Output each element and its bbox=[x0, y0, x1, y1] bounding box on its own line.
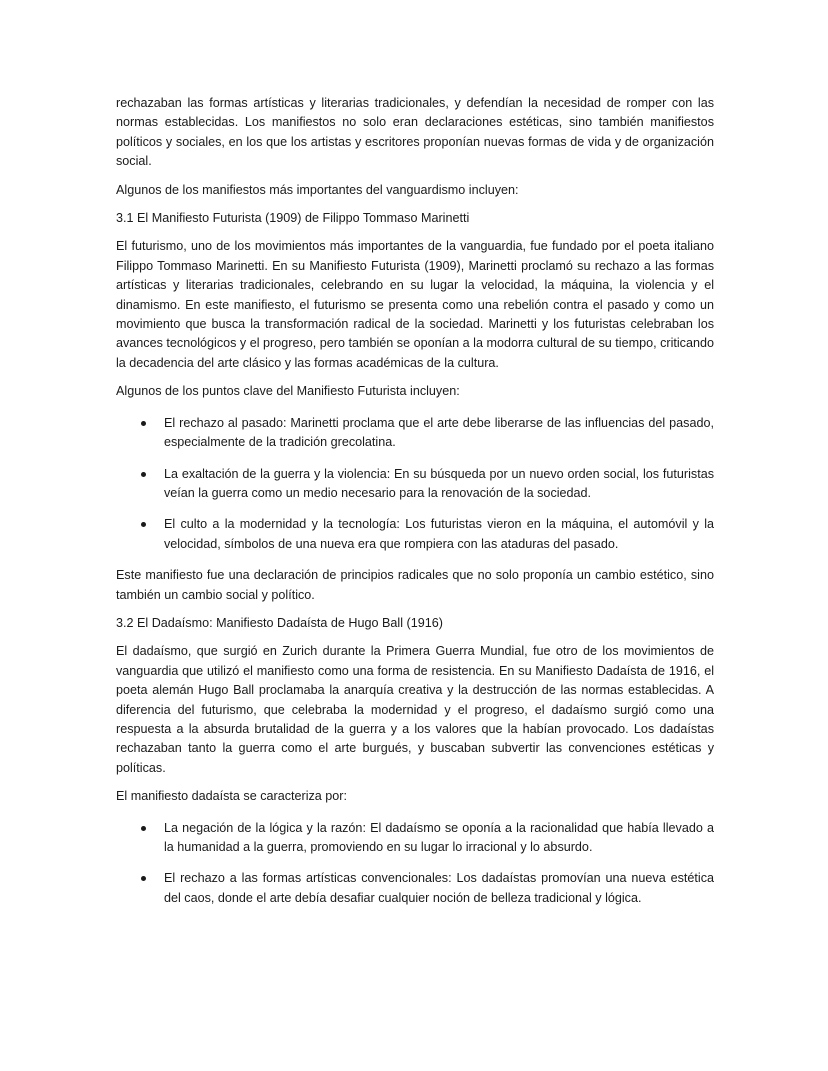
list-item-text: El rechazo a las formas artísticas convencionales: Los dadaístas promovían una nueva estética del caos, donde el arte debía desafiar cualquier noción de belleza tradicional y lógica. bbox=[164, 871, 714, 905]
list-item-text: El culto a la modernidad y la tecnología: Los futuristas vieron en la máquina, el automóvil y la velocidad, símbolos de una nueva era que rompiera con las ataduras del pasado. bbox=[164, 517, 714, 551]
bullet-icon bbox=[141, 522, 146, 527]
list-item-text: La exaltación de la guerra y la violencia: En su búsqueda por un nuevo orden social, los futuristas veían la guerra como un medio necesario para la renovación de la sociedad. bbox=[164, 466, 714, 500]
list-item bbox=[116, 819, 714, 858]
bullet-icon bbox=[141, 876, 146, 881]
list-item bbox=[116, 465, 714, 504]
bullet-icon bbox=[141, 826, 146, 831]
paragraph-dadaism: El dadaísmo, que surgió en Zurich durante la Primera Guerra Mundial, fue otro de los movimientos de vanguardia que utilizó el manifiesto como una forma de resistencia. En su Manifiesto Dadaísta de 1916, el poeta alemán Hugo Ball proclamaba la anarquía creativa y la destrucción de las normas establecidas. A diferencia del futurismo, que celebraba la modernidad y el progreso, el dadaísmo surgió como una respuesta a la absurda brutalidad de la guerra y a los valores que la habían provocado. Los dadaístas rechazaban tanto la guerra como el arte burgués, y buscaban subvertir las convenciones estéticas y políticas. bbox=[116, 644, 714, 775]
list-item bbox=[116, 515, 714, 554]
paragraph-futurism-conclusion: Este manifiesto fue una declaración de principios radicales que no solo proponía un cambio estético, sino también un cambio social y político. bbox=[116, 568, 714, 602]
paragraph-manifestos-lead: Algunos de los manifiestos más importantes del vanguardismo incluyen: bbox=[116, 182, 519, 197]
dadaism-bullet-list bbox=[116, 819, 714, 909]
list-item bbox=[116, 869, 714, 908]
paragraph-dadaism-points-lead: El manifiesto dadaísta se caracteriza por: bbox=[116, 789, 347, 804]
bullet-icon bbox=[141, 472, 146, 477]
paragraph-futurism-points-lead: Algunos de los puntos clave del Manifiesto Futurista incluyen: bbox=[116, 384, 460, 399]
paragraph-intro-continuation: rechazaban las formas artísticas y literarias tradicionales, y defendían la necesidad de romper con las normas establecidas. Los manifiestos no solo eran declaraciones estéticas, sino también manifiestos políticos y sociales, en los que los artistas y escritores proponían nuevas formas de vida y de organización social. bbox=[116, 96, 714, 169]
list-item-text: La negación de la lógica y la razón: El dadaísmo se oponía a la racionalidad que había llevado a la humanidad a la guerra, promoviendo en su lugar lo irracional y lo absurdo. bbox=[164, 820, 714, 854]
section-heading-3-1: 3.1 El Manifiesto Futurista (1909) de Filippo Tommaso Marinetti bbox=[116, 211, 470, 226]
bullet-icon bbox=[141, 421, 146, 426]
list-item bbox=[116, 414, 714, 453]
section-heading-3-2: 3.2 El Dadaísmo: Manifiesto Dadaísta de Hugo Ball (1916) bbox=[116, 615, 443, 630]
list-item-text: El rechazo al pasado: Marinetti proclama que el arte debe liberarse de las influencias del pasado, especialmente de la tradición grecolatina. bbox=[164, 415, 714, 450]
paragraph-futurism: El futurismo, uno de los movimientos más importantes de la vanguardia, fue fundado por el poeta italiano Filippo Tommaso Marinetti. En su Manifiesto Futurista (1909), Marinetti proclamó su rechazo a las formas artísticas y literarias tradicionales, celebrando en su lugar la velocidad, la máquina, la violencia y el dinamismo. En este manifiesto, el futurismo se presenta como una rebelión contra el pasado y como un movimiento que busca la transformación radical de la sociedad. Marinetti y los futuristas celebraban los avances tecnológicos y el progreso, pero también se oponían a la modorra cultural de su tiempo, criticando la decadencia del arte clásico y las formas académicas de la cultura. bbox=[116, 239, 714, 370]
futurism-bullet-list bbox=[116, 414, 714, 554]
